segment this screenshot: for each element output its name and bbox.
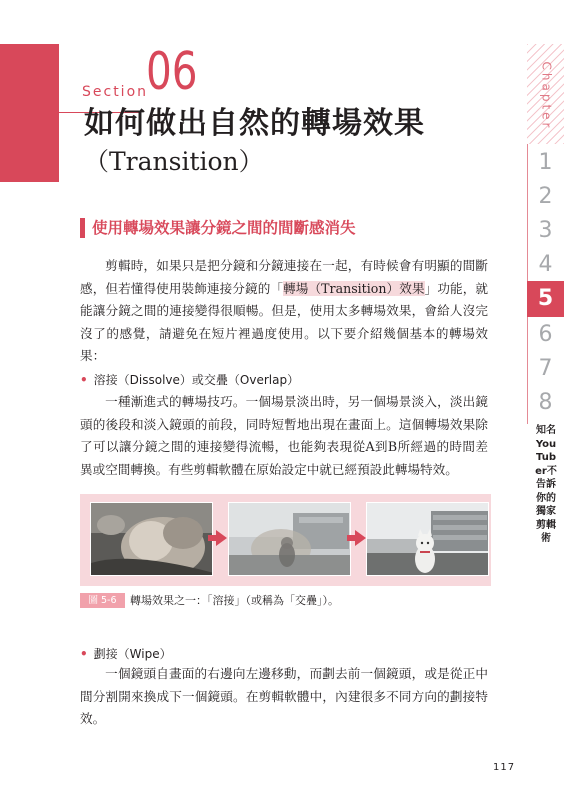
intro-highlight: 轉場（Transition）效果: [283, 280, 425, 296]
intro-text-after: 」功能，就能讓分鏡之間的連接變得很順暢。但是，使用太多轉場效果，會給人沒完沒了的感覺，請避免在短片裡過度使用。以下要介紹幾個基本的轉場效果：: [80, 280, 489, 363]
page-title-sub: （Transition）: [84, 147, 264, 176]
chapter-6[interactable]: 6: [538, 322, 553, 347]
bullet-wipe-label: 劃接（Wipe）: [93, 647, 172, 661]
figure-caption: 轉場效果之一：「溶接」（或稱為「交疊」）。: [130, 594, 339, 607]
page-title: 如何做出自然的轉場效果: [84, 106, 425, 141]
bullet-dissolve-label: 溶接（Dissolve）或交疊（Overlap）: [93, 373, 300, 387]
arrow-right-icon: [355, 530, 366, 546]
chapter-label: Chapter: [539, 61, 554, 131]
figure-frame-cat-closeup: [90, 502, 213, 576]
section-color-block: [0, 44, 59, 182]
section-number: 06: [146, 42, 198, 102]
chapter-2[interactable]: 2: [538, 184, 553, 209]
wipe-paragraph: [80, 663, 488, 731]
dissolve-paragraph: [80, 391, 488, 481]
figure-frame-lucky-cat: [366, 502, 489, 576]
section-word: Section: [82, 84, 149, 100]
chapter-8[interactable]: 8: [538, 390, 553, 415]
dissolve-text: 一種漸進式的轉場技巧。一個場景淡出時，另一個場景淡入，淡出鏡頭的後段和淡入鏡頭的前段，同時短暫地出現在畫面上。這個轉場效果除了可以讓分鏡之間的連接變得流暢，也能夠表現從A到B所經過的時間差異或空間轉換。有些剪輯軟體在原始設定中就已經預設此轉場特效。: [80, 394, 488, 477]
bullet-marker: •: [80, 373, 88, 387]
chapter-7[interactable]: 7: [538, 356, 553, 381]
bullet-dissolve: [80, 371, 299, 389]
wipe-text: 一個鏡頭自畫面的右邊向左邊移動，而劃去前一個鏡頭，或是從正中間分割開來換成下一個鏡頭。在剪輯軟體中，內建很多不同方向的劃接特效。: [80, 666, 488, 726]
chapter-1[interactable]: 1: [538, 150, 553, 175]
figure-label: 圖 5-6: [80, 593, 125, 608]
subheading: 使用轉場效果讓分鏡之間的間斷感消失: [92, 219, 356, 237]
chapter-3[interactable]: 3: [538, 218, 553, 243]
intro-paragraph: [80, 255, 488, 368]
subheading-bar: [80, 218, 85, 238]
page-number: 117: [493, 762, 516, 773]
intro-text-before: 剪輯時，如果只是把分鏡和分鏡連接在一起，有時候會有明顯的間斷感，但若懂得使用裝飾連接分鏡的「: [80, 258, 488, 296]
arrow-right-icon: [216, 530, 227, 546]
bullet-wipe: [80, 645, 172, 663]
book-title: 知名YouTuber不告訴你的獨家剪輯術: [535, 425, 557, 544]
bullet-marker: •: [80, 647, 88, 661]
chapter-4[interactable]: 4: [538, 252, 553, 277]
figure-frame-dissolve: [228, 502, 351, 576]
chapter-5-active[interactable]: 5: [527, 281, 564, 317]
